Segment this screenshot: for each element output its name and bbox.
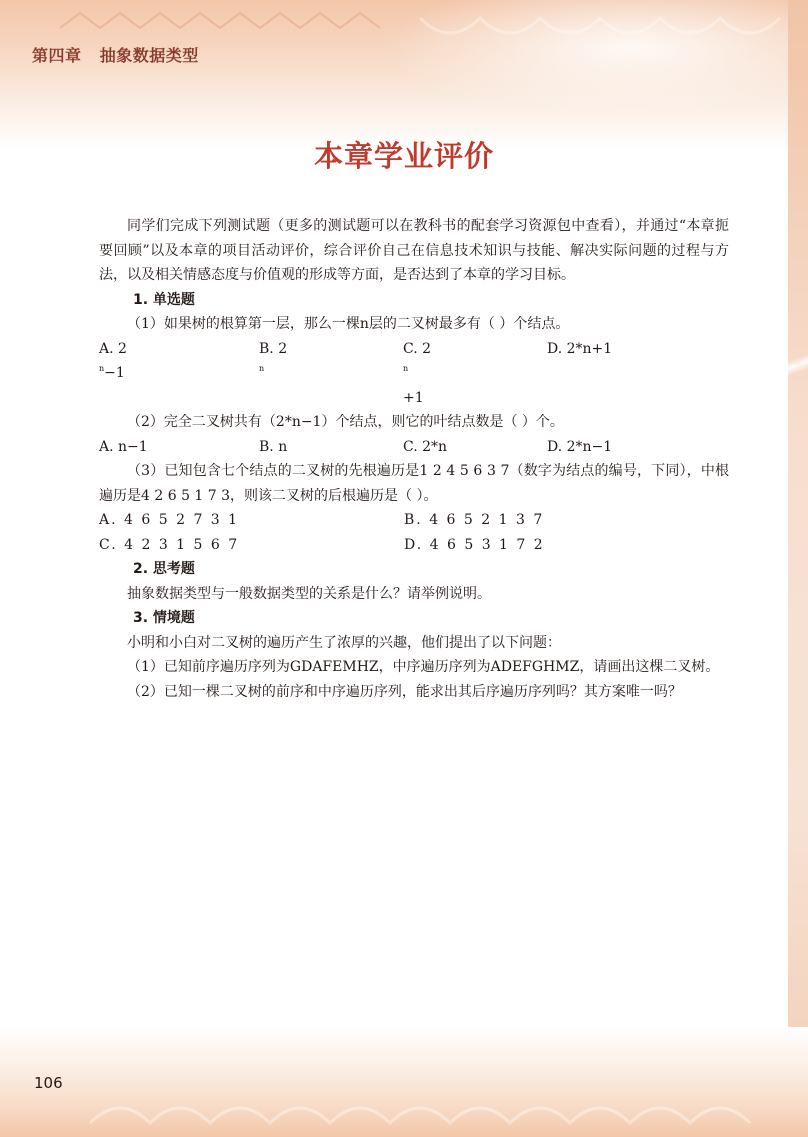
chapter-title: 第四章 抽象数据类型 xyxy=(32,46,199,65)
header-decoration xyxy=(60,8,800,48)
question-1-text: （1）如果树的根算第一层，那么一棵n层的二叉树最多有（ ）个结点。 xyxy=(127,316,570,332)
right-edge-highlight xyxy=(788,330,808,400)
option-a: A. n−1 xyxy=(99,438,148,455)
option-c: C. 4 2 3 1 5 6 7 xyxy=(99,536,240,553)
question-2-options xyxy=(99,435,729,460)
option-a: A. 4 6 5 2 7 3 1 xyxy=(99,512,240,528)
option-d: D. 2*n−1 xyxy=(547,438,613,455)
option-b: B. 4 6 5 2 1 3 7 xyxy=(404,512,545,528)
option-d: D. 4 6 5 3 1 7 2 xyxy=(404,536,545,553)
intro-paragraph: 同学们完成下列测试题（更多的测试题可以在教科书的配套学习资源包中查看），并通过“本章扼要回顾”以及本章的项目活动评价，综合评价自己在信息技术知识与技能、解决实际问题的过程与方法，以及相关情感态度与价值观的形成等方面，是否达到了本章的学习目标。 xyxy=(99,218,729,283)
question-3-options-row-2 xyxy=(99,533,729,558)
page-title: 本章学业评价 xyxy=(313,139,494,173)
thinking-question: 抽象数据类型与一般数据类型的关系是什么？请举例说明。 xyxy=(127,585,491,602)
section-heading-scenario: 3. 情境题 xyxy=(133,610,195,626)
option-c: C. $2^n+1$ xyxy=(403,340,432,406)
scenario-intro: 小明和小白对二叉树的遍历产生了浓厚的兴趣，他们提出了以下问题： xyxy=(127,634,561,651)
option-b: B. 2$^n$ xyxy=(259,340,288,373)
scenario-question-1: （1）已知前序遍历序列为GDAFEMHZ，中序遍历序列为ADEFGHMZ，请画出这棵二叉树。 xyxy=(127,659,720,675)
content-body xyxy=(99,214,729,704)
option-b: B. n xyxy=(259,438,288,455)
section-heading-single-choice: 1. 单选题 xyxy=(133,291,195,308)
option-c: C. 2*n xyxy=(403,438,448,455)
question-2-text: （2）完全二叉树共有（2*n−1）个结点，则它的叶结点数是（ ）个。 xyxy=(127,414,564,430)
scenario-question-2: （2）已知一棵二叉树的前序和中序遍历序列，能求出其后序遍历序列吗？其方案唯一吗？ xyxy=(127,683,682,700)
question-3-options-row-1 xyxy=(99,508,729,533)
question-1-options xyxy=(99,337,729,411)
section-heading-thinking: 2. 思考题 xyxy=(133,561,195,577)
page-number: 106 xyxy=(34,1074,63,1092)
question-3-text: （3）已知包含七个结点的二叉树的先根遍历是1 2 4 5 6 3 7（数字为结点的编号，下同），中根遍历是4 2 6 5 1 7 3，则该二叉树的后根遍历是（ ）。 xyxy=(99,463,729,504)
option-a: A. $2^n-1$ xyxy=(99,340,127,381)
option-d: D. 2*n+1 xyxy=(547,340,613,357)
footer-decoration xyxy=(90,1097,790,1133)
